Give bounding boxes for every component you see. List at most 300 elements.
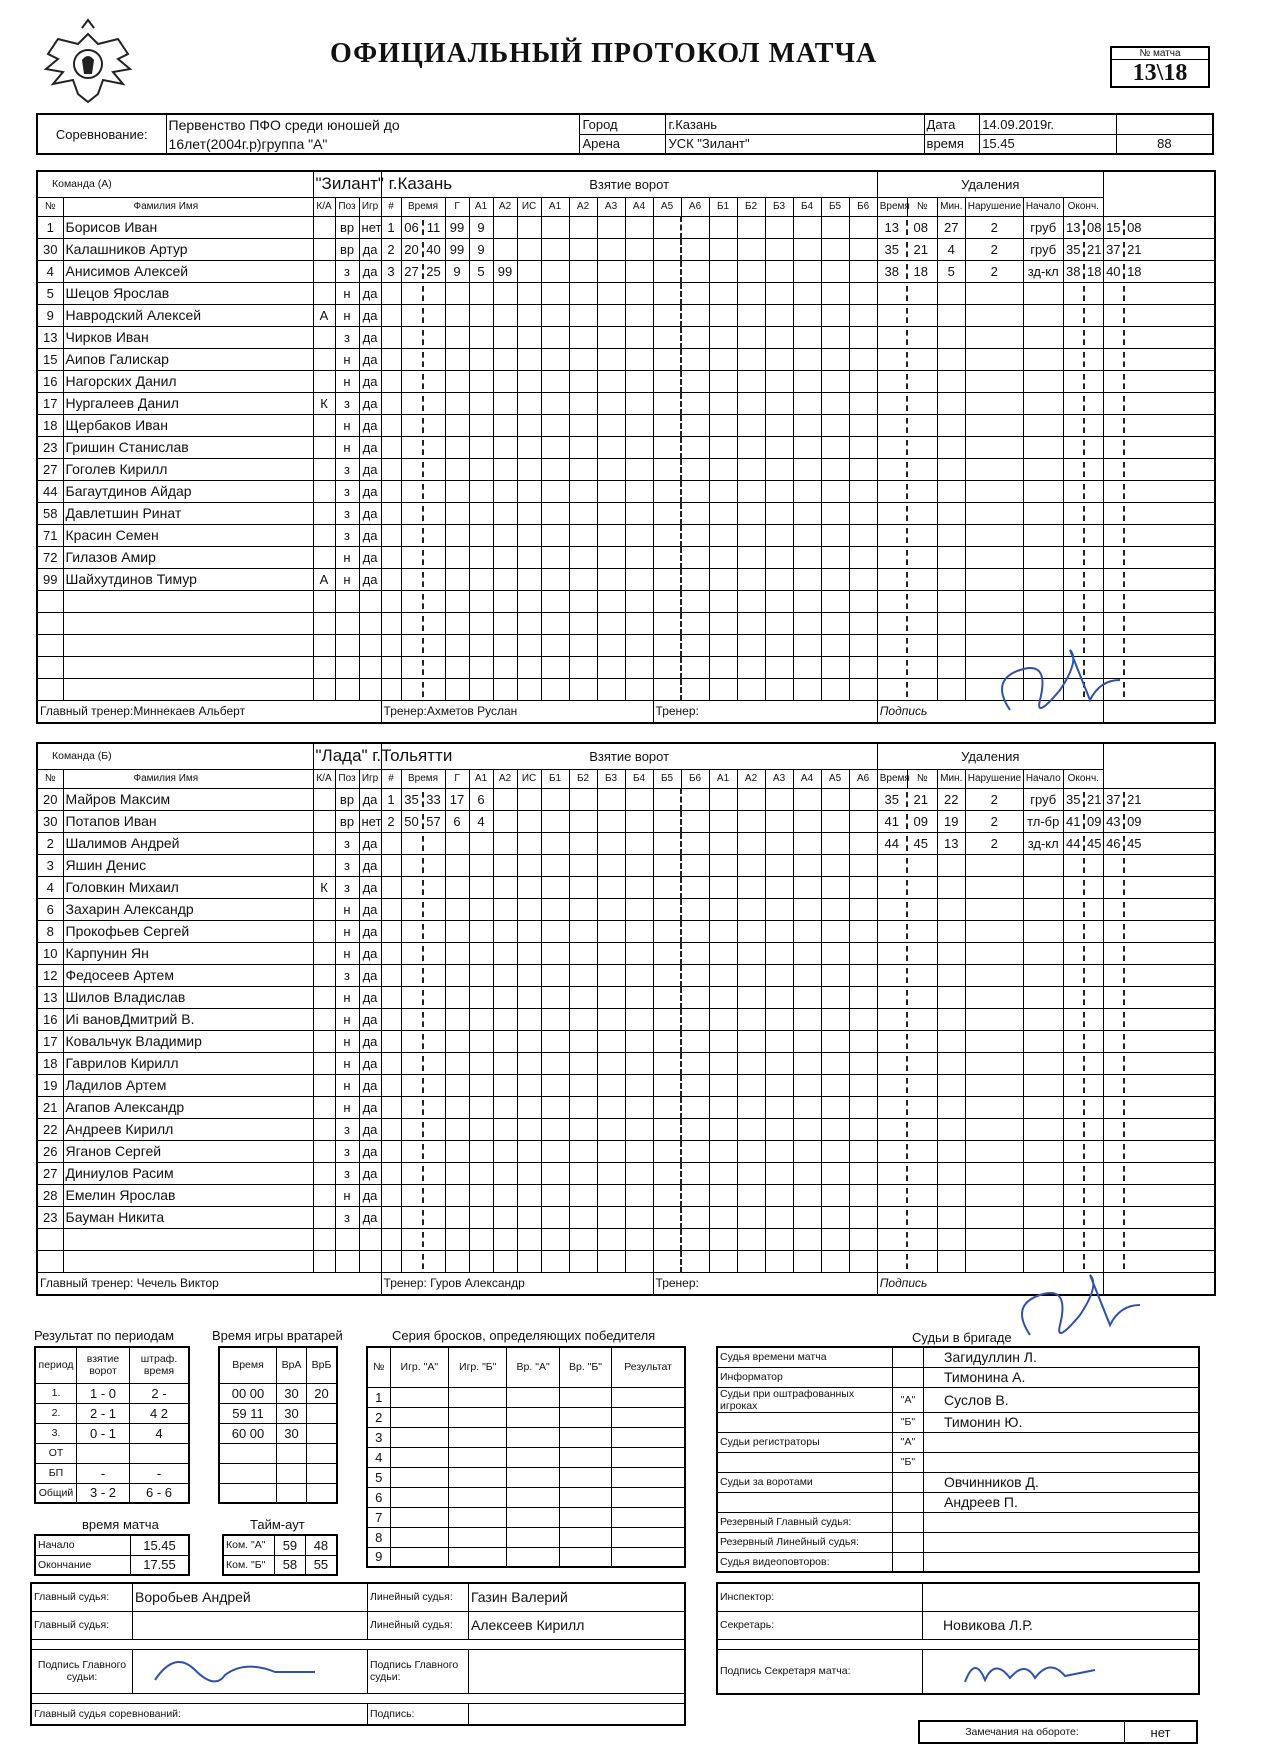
table-row: [37, 920, 1215, 942]
official-mark: [893, 1472, 924, 1492]
pen-end: [1103, 238, 1215, 260]
on-ice-cell: [681, 590, 709, 612]
player-igr: да: [359, 1118, 381, 1140]
on-ice-cell: [821, 502, 849, 524]
goal-assist1: [469, 1030, 493, 1052]
pen-start-min: [1064, 330, 1085, 345]
goal-time: [401, 370, 445, 392]
player-no: 13: [37, 326, 63, 348]
pen-time: [877, 964, 937, 986]
pen-end: [1103, 1030, 1215, 1052]
goal-time-min: [402, 1078, 424, 1093]
pen-min: [965, 480, 1023, 502]
period-pen: 4: [130, 1423, 190, 1443]
goal-n: [381, 898, 401, 920]
pen-time-min: [878, 990, 908, 1005]
on-ice-cell: [737, 502, 765, 524]
on-ice-cell: [541, 810, 569, 832]
player-igr: да: [359, 370, 381, 392]
player-ka: [313, 436, 335, 458]
pen-end: [1103, 392, 1215, 414]
goal-scorer: [445, 1096, 469, 1118]
goal-scorer: [445, 678, 469, 700]
on-ice-cell: [737, 480, 765, 502]
goal-time-min: [402, 418, 424, 433]
goal-assist2: [493, 920, 517, 942]
remarks-table: [918, 1720, 1198, 1744]
on-ice-cell: [737, 1008, 765, 1030]
pen-min: [965, 348, 1023, 370]
on-ice-cell: [625, 1250, 653, 1272]
pen-time: [877, 1206, 937, 1228]
pen-end-min: [1104, 374, 1125, 389]
table-row: [37, 546, 1215, 568]
goal-time-min: [402, 858, 424, 873]
on-ice-cell: [517, 1030, 541, 1052]
goal-n: [381, 392, 401, 414]
on-ice-cell: [793, 1118, 821, 1140]
on-ice-cell: [653, 1096, 681, 1118]
pen-end-min: [1104, 1100, 1125, 1115]
goal-assist2: [493, 238, 517, 260]
pen-no: [937, 524, 965, 546]
pen-end: [1103, 832, 1215, 854]
on-ice-cell: [849, 1184, 877, 1206]
on-ice-cell: [653, 304, 681, 326]
pen-infraction: [1023, 1052, 1063, 1074]
on-ice-cell: [849, 216, 877, 238]
shootout-n: 3: [367, 1427, 390, 1447]
on-ice-cell: [793, 964, 821, 986]
goal-time: [401, 898, 445, 920]
on-ice-cell: [849, 634, 877, 656]
on-ice-cell: [597, 282, 625, 304]
on-ice-cell: [517, 1162, 541, 1184]
pen-min: [965, 986, 1023, 1008]
on-ice-cell: [681, 1052, 709, 1074]
on-ice-cell: [709, 678, 737, 700]
on-ice-cell: [681, 480, 709, 502]
head-coach: Главный тренер:Миннекаев Альберт: [37, 700, 381, 723]
shootout-cell: [449, 1387, 507, 1407]
on-ice-cell: [541, 1008, 569, 1030]
shootout-cell: [449, 1467, 507, 1487]
periods-table: [34, 1346, 190, 1504]
pen-end-min: 37: [1104, 242, 1125, 257]
goal-n: [381, 876, 401, 898]
date-label: Дата: [924, 114, 980, 134]
pen-time-min: [878, 858, 908, 873]
goal-time: [401, 260, 445, 282]
sign-chief2-label: Подпись Главного судьи:: [368, 1649, 469, 1693]
goal-time: [401, 1030, 445, 1052]
on-ice-cell: [653, 502, 681, 524]
goal-assist1: [469, 1250, 493, 1272]
pen-end: [1103, 282, 1215, 304]
on-ice-cell: [541, 920, 569, 942]
pen-min: [965, 1096, 1023, 1118]
match-start-value: 15.45: [131, 1535, 190, 1555]
pen-no: [937, 1096, 965, 1118]
pen-no: [937, 1030, 965, 1052]
shootout-cell: [612, 1407, 685, 1427]
goal-time: [401, 678, 445, 700]
on-ice-cell: [821, 656, 849, 678]
on-ice-cell: [709, 436, 737, 458]
on-ice-cell: [793, 436, 821, 458]
pen-infraction: [1023, 920, 1063, 942]
on-ice-cell: [625, 1184, 653, 1206]
player-ka: [313, 678, 335, 700]
player-igr: да: [359, 1030, 381, 1052]
on-ice-cell: [793, 260, 821, 282]
on-ice-cell: [653, 1250, 681, 1272]
player-pos: з: [335, 832, 359, 854]
goal-time: [401, 238, 445, 260]
pen-start: [1063, 1162, 1103, 1184]
player-igr: нет: [359, 216, 381, 238]
on-ice-cell: [541, 1074, 569, 1096]
on-ice-cell: [681, 568, 709, 590]
goal-assist2: [493, 854, 517, 876]
pen-end-min: [1104, 506, 1125, 521]
pen-infraction: [1023, 1074, 1063, 1096]
player-igr: да: [359, 326, 381, 348]
player-name: Иі вановДмитрий В.: [63, 1008, 313, 1030]
goal-time: [401, 392, 445, 414]
on-ice-cell: [653, 1140, 681, 1162]
on-ice-cell: [625, 854, 653, 876]
player-ka: [313, 1030, 335, 1052]
goal-assist1: 9: [469, 216, 493, 238]
on-ice-cell: [765, 1008, 793, 1030]
goal-time: [401, 524, 445, 546]
pen-no: [937, 436, 965, 458]
pen-time-min: [878, 462, 908, 477]
on-ice-cell: [597, 964, 625, 986]
goal-col-8: А3: [597, 197, 625, 216]
on-ice-cell: [849, 480, 877, 502]
pen-end: [1103, 326, 1215, 348]
on-ice-cell: [541, 1250, 569, 1272]
table-row: [37, 304, 1215, 326]
on-ice-cell: [625, 370, 653, 392]
official-row: [717, 1452, 1199, 1472]
official-label: Резервный Главный судья:: [717, 1512, 893, 1532]
on-ice-cell: [569, 238, 597, 260]
pen-min: [965, 436, 1023, 458]
on-ice-cell: [765, 964, 793, 986]
on-ice-cell: [737, 326, 765, 348]
pen-infraction: тл-бр: [1023, 810, 1063, 832]
pen-time: [877, 898, 937, 920]
player-pos: н: [335, 414, 359, 436]
on-ice-cell: [517, 282, 541, 304]
pen-time: [877, 1118, 937, 1140]
on-ice-cell: [821, 920, 849, 942]
pen-end-min: [1104, 396, 1125, 411]
pen-time: [877, 942, 937, 964]
pen-end: [1103, 480, 1215, 502]
on-ice-cell: [569, 1140, 597, 1162]
on-ice-cell: [793, 392, 821, 414]
on-ice-cell: [517, 348, 541, 370]
player-igr: да: [359, 876, 381, 898]
on-ice-cell: [517, 1140, 541, 1162]
on-ice-cell: [709, 304, 737, 326]
pen-end-min: [1104, 440, 1125, 455]
goal-scorer: [445, 920, 469, 942]
on-ice-cell: [569, 458, 597, 480]
arena-label: Арена: [580, 134, 666, 154]
match-end-value: 17.55: [131, 1555, 190, 1575]
pen-start: [1063, 986, 1103, 1008]
goal-scorer: [445, 1184, 469, 1206]
pen-no: [937, 898, 965, 920]
pen-infraction: груб: [1023, 788, 1063, 810]
goal-scorer: [445, 876, 469, 898]
table-row: [37, 1162, 1215, 1184]
pen-no: 19: [937, 810, 965, 832]
on-ice-cell: [821, 414, 849, 436]
player-no: 19: [37, 1074, 63, 1096]
on-ice-cell: [597, 370, 625, 392]
pen-start-min: [1064, 1122, 1085, 1137]
pen-start-min: [1064, 440, 1085, 455]
goal-time: [401, 458, 445, 480]
on-ice-cell: [849, 1140, 877, 1162]
on-ice-cell: [849, 568, 877, 590]
on-ice-cell: [597, 216, 625, 238]
player-no: 99: [37, 568, 63, 590]
pen-min: [965, 304, 1023, 326]
on-ice-cell: [625, 282, 653, 304]
pen-time: [877, 986, 937, 1008]
shootout-cell: [507, 1527, 559, 1547]
pen-start-sec: 18: [1087, 263, 1102, 279]
on-ice-cell: [517, 920, 541, 942]
player-no: 22: [37, 1118, 63, 1140]
table-row: [37, 986, 1215, 1008]
on-ice-cell: [597, 392, 625, 414]
goal-assist2: [493, 964, 517, 986]
goal-col-8: Б3: [597, 769, 625, 788]
on-ice-cell: [517, 1096, 541, 1118]
player-ka: [313, 634, 335, 656]
pen-time: [877, 524, 937, 546]
on-ice-cell: [737, 876, 765, 898]
pen-end-min: [1104, 902, 1125, 917]
goal-assist2: [493, 370, 517, 392]
remarks-value: нет: [1125, 1721, 1198, 1743]
pen-start: [1063, 370, 1103, 392]
goal-time-min: [402, 1144, 424, 1159]
on-ice-cell: [517, 810, 541, 832]
pen-min: [965, 590, 1023, 612]
on-ice-cell: [765, 392, 793, 414]
pen-no: [937, 876, 965, 898]
goal-col-5: ИС: [517, 197, 541, 216]
goal-time-min: [402, 1210, 424, 1225]
on-ice-cell: [625, 348, 653, 370]
on-ice-cell: [737, 370, 765, 392]
table-row: [37, 392, 1215, 414]
on-ice-cell: [625, 1096, 653, 1118]
pen-start-sec: 45: [1087, 835, 1102, 851]
pen-min: 2: [965, 238, 1023, 260]
pen-no: [937, 326, 965, 348]
on-ice-cell: [597, 1030, 625, 1052]
timeout-b2: 55: [305, 1555, 337, 1575]
on-ice-cell: [737, 1184, 765, 1206]
goal-assist2: [493, 216, 517, 238]
on-ice-cell: [849, 282, 877, 304]
on-ice-cell: [849, 326, 877, 348]
inspector-label: Инспектор:: [717, 1583, 923, 1611]
period-label: БП: [35, 1463, 77, 1483]
player-ka: [313, 1074, 335, 1096]
on-ice-cell: [765, 986, 793, 1008]
pen-no: [937, 480, 965, 502]
goal-time-min: [402, 484, 424, 499]
goal-assist1: [469, 502, 493, 524]
shootout-cell: [612, 1387, 685, 1407]
timeout-b1: 58: [275, 1555, 306, 1575]
player-ka: [313, 348, 335, 370]
pen-time-min: [878, 1012, 908, 1027]
pen-time: [877, 348, 937, 370]
player-no: 21: [37, 1096, 63, 1118]
table-row: [37, 1008, 1215, 1030]
goal-n: [381, 634, 401, 656]
player-name: [63, 656, 313, 678]
pen-time-min: [878, 440, 908, 455]
player-no: 71: [37, 524, 63, 546]
goal-assist2: [493, 392, 517, 414]
pen-no: [937, 282, 965, 304]
table-row: [37, 282, 1215, 304]
goal-n: [381, 1074, 401, 1096]
on-ice-cell: [709, 1140, 737, 1162]
pen-start-min: [1064, 1144, 1085, 1159]
on-ice-cell: [569, 546, 597, 568]
on-ice-cell: [653, 1162, 681, 1184]
on-ice-cell: [765, 216, 793, 238]
on-ice-cell: [625, 1206, 653, 1228]
on-ice-cell: [821, 1008, 849, 1030]
goal-col-10: А5: [653, 197, 681, 216]
goal-assist2: [493, 304, 517, 326]
on-ice-cell: [681, 656, 709, 678]
pen-end: [1103, 414, 1215, 436]
goal-assist2: [493, 942, 517, 964]
pen-start-min: [1064, 1012, 1085, 1027]
timeout-b-label: Ком. "Б": [223, 1555, 275, 1575]
match-time-table: [34, 1534, 190, 1576]
pen-start: [1063, 964, 1103, 986]
on-ice-cell: [517, 524, 541, 546]
goal-time: [401, 1008, 445, 1030]
on-ice-cell: [793, 656, 821, 678]
player-ka: [313, 370, 335, 392]
pen-start: [1063, 788, 1103, 810]
goal-col-3: А1: [469, 197, 493, 216]
on-ice-cell: [765, 1074, 793, 1096]
on-ice-cell: [737, 898, 765, 920]
official-mark: [893, 1367, 924, 1387]
pen-col-0: Время: [877, 769, 907, 788]
table-row: [37, 898, 1215, 920]
player-pos: [335, 1250, 359, 1272]
goal-col-6: Б1: [541, 769, 569, 788]
match-number-value: 13\18: [1132, 60, 1188, 86]
on-ice-cell: [597, 788, 625, 810]
goal-scorer: [445, 304, 469, 326]
table-row: [37, 216, 1215, 238]
on-ice-cell: [597, 436, 625, 458]
player-ka: [313, 1228, 335, 1250]
pen-start: [1063, 898, 1103, 920]
pen-no: 22: [937, 788, 965, 810]
on-ice-cell: [849, 392, 877, 414]
pen-time-min: [878, 594, 908, 609]
goal-assist1: [469, 854, 493, 876]
official-label: Судьи за воротами: [717, 1472, 893, 1492]
periods-h-goals: взятие ворот: [77, 1347, 130, 1383]
on-ice-cell: [625, 502, 653, 524]
on-ice-cell: [653, 436, 681, 458]
pen-end-min: [1104, 880, 1125, 895]
goal-n: [381, 1228, 401, 1250]
on-ice-cell: [625, 634, 653, 656]
pen-start: [1063, 590, 1103, 612]
on-ice-cell: [793, 612, 821, 634]
pen-start-min: [1064, 616, 1085, 631]
goal-col-9: Б4: [625, 769, 653, 788]
pen-infraction: [1023, 590, 1063, 612]
on-ice-cell: [569, 436, 597, 458]
shootout-h-3: Вр. "А": [507, 1347, 559, 1387]
on-ice-cell: [653, 480, 681, 502]
goal-n: [381, 1184, 401, 1206]
official-mark: [893, 1347, 924, 1367]
on-ice-cell: [681, 942, 709, 964]
player-igr: [359, 656, 381, 678]
pen-min: [965, 1030, 1023, 1052]
player-ka: [313, 1096, 335, 1118]
on-ice-cell: [737, 1228, 765, 1250]
on-ice-cell: [625, 546, 653, 568]
goal-scorer: [445, 612, 469, 634]
on-ice-cell: [625, 964, 653, 986]
goal-scorer: [445, 1228, 469, 1250]
player-pos: н: [335, 1074, 359, 1096]
player-name: [63, 1250, 313, 1272]
pen-infraction: [1023, 414, 1063, 436]
period-goals: -: [77, 1463, 130, 1483]
on-ice-cell: [541, 832, 569, 854]
pen-time: [877, 436, 937, 458]
team-sign: Подпись: [877, 700, 1103, 723]
goal-assist1: [469, 480, 493, 502]
on-ice-cell: [517, 1184, 541, 1206]
pen-start-min: [1064, 462, 1085, 477]
pen-end: [1103, 524, 1215, 546]
player-no: [37, 1250, 63, 1272]
player-igr: да: [359, 1074, 381, 1096]
goal-scorer: [445, 524, 469, 546]
pen-end-min: [1104, 330, 1125, 345]
